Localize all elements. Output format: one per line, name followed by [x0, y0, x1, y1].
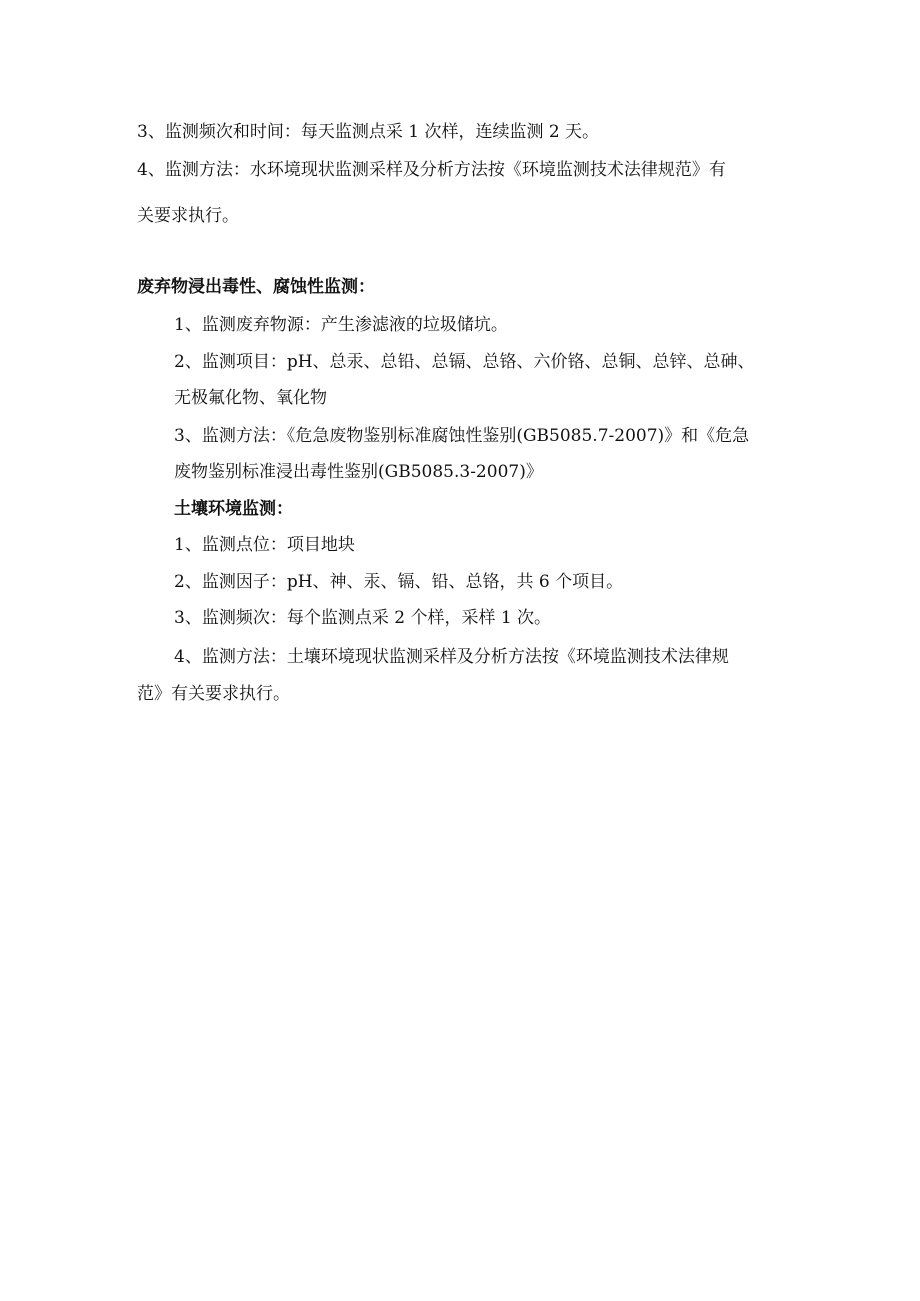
soil-method-item-line1: 4、监测方法：土壤环境现状监测采样及分析方法按《环境监测技术法律规 — [174, 647, 729, 667]
soil-factors-item: 2、监测因子：pH、神、汞、镉、铅、总铬，共 6 个项目。 — [174, 572, 624, 592]
soil-monitoring-heading: 土壤环境监测： — [174, 499, 293, 519]
water-method-item-line1: 4、监测方法：水环境现状监测采样及分析方法按《环境监测技术法律规范》有 — [137, 160, 726, 180]
waste-source-item: 1、监测废弃物源：产生渗滤液的垃圾储坑。 — [174, 315, 508, 335]
waste-method-item-line1: 3、监测方法：《危急废物鉴别标准腐蚀性鉴别(GB5085.7-2007)》和《危急 — [174, 426, 750, 446]
waste-parameters-item-line2: 无极氟化物、氧化物 — [174, 388, 327, 408]
waste-parameters-item-line1: 2、监测项目：pH、总汞、总铅、总镉、总铬、六价铬、总铜、总锌、总砷、 — [174, 352, 755, 372]
water-frequency-item: 3、监测频次和时间：每天监测点采 1 次样，连续监测 2 天。 — [137, 122, 600, 142]
soil-method-item-line2: 范》有关要求执行。 — [137, 684, 290, 704]
soil-frequency-item: 3、监测频次：每个监测点采 2 个样，采样 1 次。 — [174, 608, 552, 628]
waste-method-item-line2: 废物鉴别标准浸出毒性鉴别(GB5085.3-2007)》 — [174, 462, 543, 482]
waste-toxicity-heading: 废弃物浸出毒性、腐蚀性监测： — [137, 277, 375, 297]
soil-location-item: 1、监测点位：项目地块 — [174, 535, 355, 555]
water-method-item-line2: 关要求执行。 — [137, 206, 239, 226]
